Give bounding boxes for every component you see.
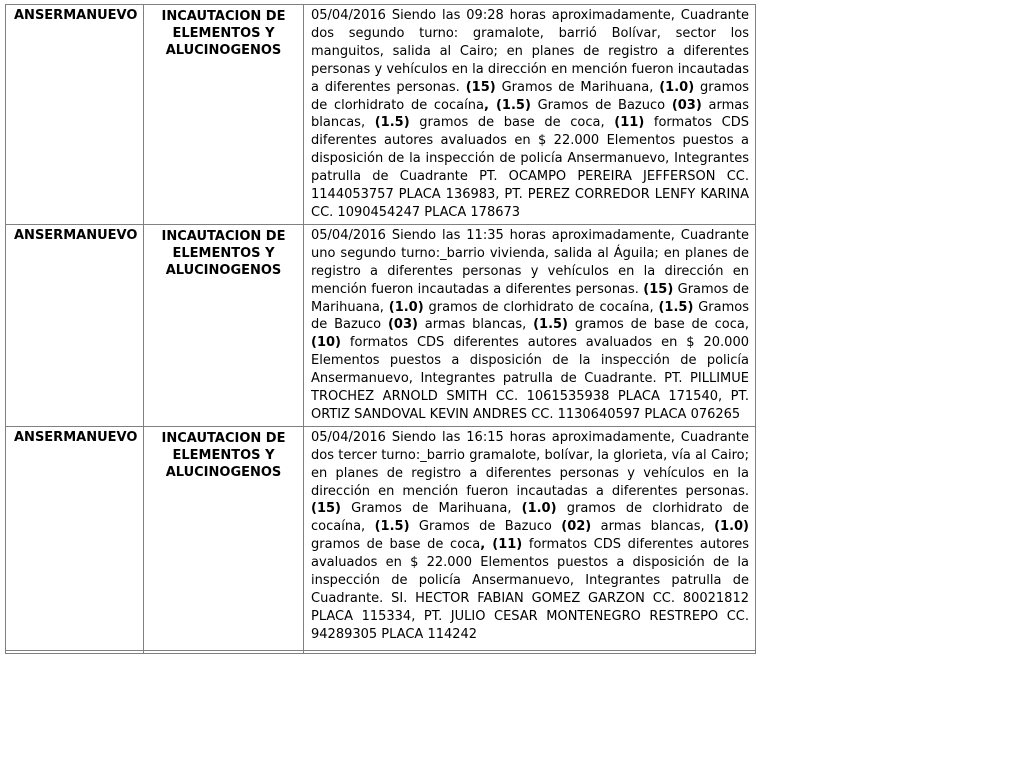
table-row [6,224,756,426]
table-row [6,5,756,225]
next-row-sliver [6,650,756,653]
municipality-cell: ANSERMANUEVO [6,426,144,650]
table-row [6,426,756,650]
category-cell: INCAUTACION DE ELEMENTOS Y ALUCINOGENOS [144,426,304,650]
category-cell: INCAUTACION DE ELEMENTOS Y ALUCINOGENOS [144,5,304,225]
incident-table [5,4,756,654]
empty-cell [6,650,144,653]
municipality-cell: ANSERMANUEVO [6,5,144,225]
empty-cell [304,650,756,653]
category-cell: INCAUTACION DE ELEMENTOS Y ALUCINOGENOS [144,224,304,426]
description-cell: 05/04/2016 Siendo las 16:15 horas aproximadamente, Cuadrante dos tercer turno:_barrio gramalote, bolívar, la glorieta, vía al Cairo; en planes de registro a diferentes personas y vehículos en la dirección en mención fueron incautadas a diferentes personas. (15) Gramos de Marihuana, (1.0) gramos de clorhidrato de cocaína, (1.5) Gramos de Bazuco (02) armas blancas, (1.0) gramos de base de coca, (11) formatos CDS diferentes autores avaluados en $ 22.000 Elementos puestos a disposición de la inspección de policía Ansermanuevo, Integrantes patrulla de Cuadrante. SI. HECTOR FABIAN GOMEZ GARZON CC. 80021812 PLACA 115334, PT. JULIO CESAR MONTENEGRO RESTREPO CC. 94289305 PLACA 114242 [304,426,756,650]
municipality-cell: ANSERMANUEVO [6,224,144,426]
description-cell: 05/04/2016 Siendo las 11:35 horas aproximadamente, Cuadrante uno segundo turno:_barrio vivienda, salida al Águila; en planes de registro a diferentes personas y vehículos en la dirección en mención fueron incautadas a diferentes personas. (15) Gramos de Marihuana, (1.0) gramos de clorhidrato de cocaína, (1.5) Gramos de Bazuco (03) armas blancas, (1.5) gramos de base de coca, (10) formatos CDS diferentes autores avaluados en $ 20.000 Elementos puestos a disposición de la inspección de policía Ansermanuevo, Integrantes patrulla de Cuadrante. PT. PILLIMUE TROCHEZ ARNOLD SMITH CC. 1061535938 PLACA 171540, PT. ORTIZ SANDOVAL KEVIN ANDRES CC. 1130640597 PLACA 076265 [304,224,756,426]
description-cell: 05/04/2016 Siendo las 09:28 horas aproximadamente, Cuadrante dos segundo turno: gramalote, barrió Bolívar, sector los manguitos, salida al Cairo; en planes de registro a diferentes personas y vehículos en la dirección en mención fueron incautadas a diferentes personas. (15) Gramos de Marihuana, (1.0) gramos de clorhidrato de cocaína, (1.5) Gramos de Bazuco (03) armas blancas, (1.5) gramos de base de coca, (11) formatos CDS diferentes autores avaluados en $ 22.000 Elementos puestos a disposición de la inspección de policía Ansermanuevo, Integrantes patrulla de Cuadrante PT. OCAMPO PEREIRA JEFFERSON CC. 1144053757 PLACA 136983, PT. PEREZ CORREDOR LENFY KARINA CC. 1090454247 PLACA 178673 [304,5,756,225]
empty-cell [144,650,304,653]
